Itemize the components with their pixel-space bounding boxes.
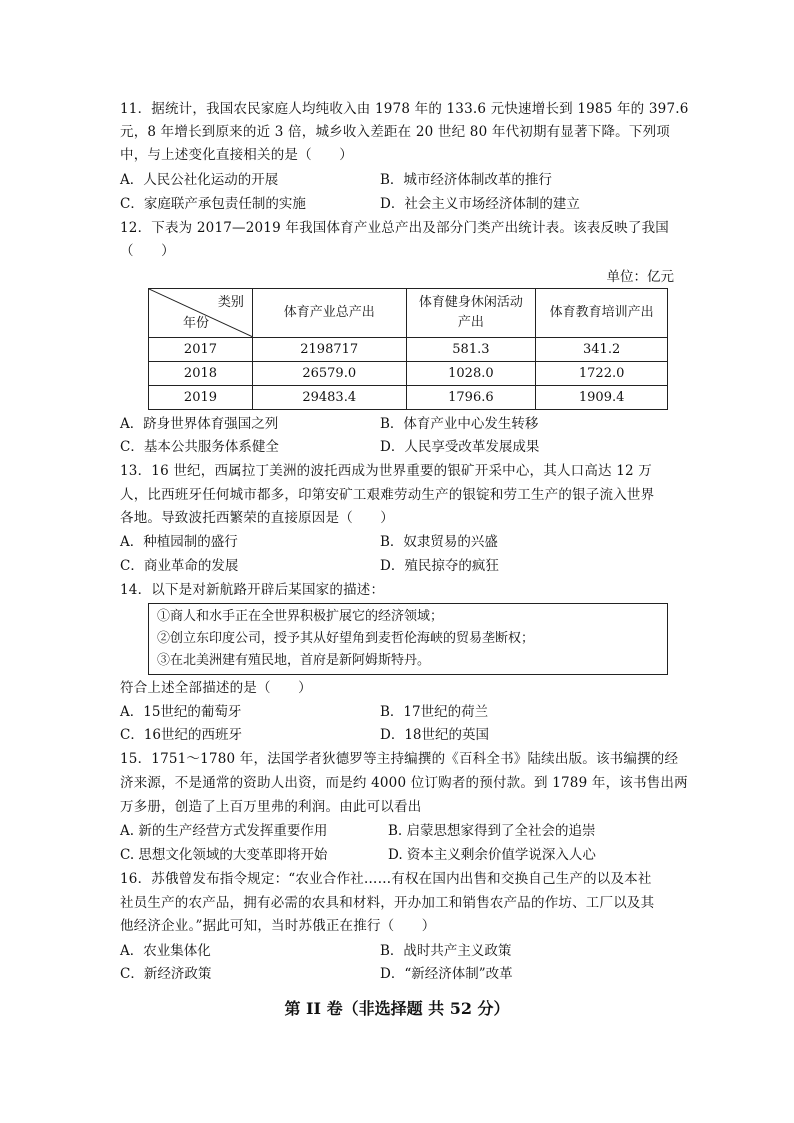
q15-stem-line-3: 万多册，创造了上百万里弗的利润。由此可以看出 (120, 799, 422, 815)
q14-option-c[interactable]: C．16世纪的西班牙 (120, 727, 243, 743)
q11-stem-line-2: 元，8 年增长到原来的近 3 倍，城乡收入差距在 20 世纪 80 年代初期有显著下降。下列项 (120, 124, 670, 140)
q15-option-c[interactable]: C. 思想文化领域的大变革即将开始 (120, 847, 328, 863)
q14-option-b[interactable]: B．17世纪的荷兰 (380, 704, 489, 720)
cell-total: 29483.4 (252, 386, 406, 410)
q13-option-d[interactable]: D．殖民掠夺的疯狂 (380, 558, 499, 574)
q14-option-a[interactable]: A．15世纪的葡萄牙 (120, 704, 242, 720)
q14-description-box (148, 603, 668, 675)
q14-box-item-1: ①商人和水手正在全世界积极扩展它的经济领域； (157, 609, 444, 624)
cell-year: 2017 (149, 338, 253, 362)
section-title: 第 II 卷（非选择题 共 52 分） (284, 999, 510, 1018)
q11-option-b[interactable]: B．城市经济体制改革的推行 (380, 172, 552, 188)
corner-category-label: 类别 (217, 295, 244, 310)
q12-option-b[interactable]: B．体育产业中心发生转移 (380, 416, 539, 432)
q12-option-a[interactable]: A．跻身世界体育强国之列 (120, 416, 279, 432)
cell-education: 1722.0 (536, 362, 668, 386)
cell-year: 2019 (149, 386, 253, 410)
table-row (149, 362, 668, 386)
q14-box-item-3: ③在北美洲建有殖民地，首府是新阿姆斯特丹。 (157, 653, 431, 668)
q14-option-d[interactable]: D．18世纪的英国 (380, 727, 490, 743)
q13-stem-line-3: 各地。导致波托西繁荣的直接原因是（ ） (120, 510, 394, 526)
table-row (149, 338, 668, 362)
q14-question: 符合上述全部描述的是（ ） (120, 680, 312, 696)
q12-option-c[interactable]: C．基本公共服务体系健全 (120, 439, 279, 455)
q16-option-a[interactable]: A．农业集体化 (120, 943, 211, 959)
cell-fitness: 1028.0 (406, 362, 536, 386)
cell-year: 2018 (149, 362, 253, 386)
cell-fitness: 1796.6 (406, 386, 536, 410)
q16-option-d[interactable]: D．“新经济体制”改革 (380, 966, 513, 982)
q13-option-c[interactable]: C．商业革命的发展 (120, 558, 239, 574)
q11-stem-line-3: 中，与上述变化直接相关的是（ ） (120, 147, 353, 163)
q11-option-c[interactable]: C．家庭联产承包责任制的实施 (120, 196, 306, 212)
table-header-row (149, 289, 668, 338)
header-fitness-output (406, 289, 536, 338)
q11-option-d[interactable]: D．社会主义市场经济体制的建立 (380, 196, 580, 212)
header-fitness-output-text-2: 产出 (457, 315, 484, 330)
cell-fitness: 581.3 (406, 338, 536, 362)
q11-option-a[interactable]: A．人民公社化运动的开展 (120, 172, 279, 188)
q15-stem-line-1: 15．1751～1780 年，法国学者狄德罗等主持编撰的《百科全书》陆续出版。该书编撰的经 (120, 751, 679, 767)
header-education-output-text: 体育教育培训产出 (549, 305, 654, 320)
q16-option-b[interactable]: B．战时共产主义政策 (380, 943, 512, 959)
q13-option-a[interactable]: A．种植园制的盛行 (120, 534, 238, 550)
cell-total: 26579.0 (252, 362, 406, 386)
q15-option-b[interactable]: B. 启蒙思想家得到了全社会的追崇 (388, 823, 596, 839)
table-unit-label: 单位：亿元 (606, 269, 674, 285)
cell-education: 1909.4 (536, 386, 668, 410)
q14-stem-line-1: 14．以下是对新航路开辟后某国家的描述： (120, 582, 385, 598)
header-total-output (252, 289, 406, 338)
cell-education: 341.2 (536, 338, 668, 362)
table-row (149, 386, 668, 410)
header-education-output (536, 289, 668, 338)
q11-stem-line-1: 11．据统计，我国农民家庭人均纯收入由 1978 年的 133.6 元快速增长到 1985 年的 397.6 (120, 101, 689, 117)
table-corner-cell (149, 289, 253, 338)
header-total-output-text: 体育产业总产出 (283, 305, 375, 320)
cell-total: 2198717 (252, 338, 406, 362)
q15-stem-line-2: 济来源，不是通常的资助人出资，而是约 4000 位订购者的预付款。到 1789 年，该书售出两 (120, 775, 688, 791)
q14-box-item-2: ②创立东印度公司，授予其从好望角到麦哲伦海峡的贸易垄断权； (157, 631, 535, 646)
corner-year-label: 年份 (183, 316, 210, 331)
q13-stem-line-2: 人，比西班牙任何城市都多，印第安矿工艰难劳动生产的银锭和劳工生产的银子流入世界 (120, 487, 655, 503)
q12-stem-line-2: （ ） (120, 243, 175, 259)
q12-option-d[interactable]: D．人民享受改革发展成果 (380, 439, 540, 455)
q15-option-a[interactable]: A. 新的生产经营方式发挥重要作用 (120, 823, 328, 839)
sports-output-table (148, 288, 668, 410)
q15-option-d[interactable]: D. 资本主义剩余价值学说深入人心 (388, 847, 596, 863)
q16-stem-line-1: 16．苏俄曾发布指令规定：“农业合作社……有权在国内出售和交换自己生产的以及本社 (120, 871, 652, 887)
q12-stem-line-1: 12．下表为 2017—2019 年我国体育产业总产出及部分门类产出统计表。该表反映了我国 (120, 220, 669, 236)
q13-option-b[interactable]: B．奴隶贸易的兴盛 (380, 534, 498, 550)
q16-option-c[interactable]: C．新经济政策 (120, 966, 212, 982)
q13-stem-line-1: 13．16 世纪，西属拉丁美洲的波托西成为世界重要的银矿开采中心，其人口高达 12 万 (120, 463, 653, 479)
q16-stem-line-3: 他经济企业。”据此可知，当时苏俄正在推行（ ） (120, 918, 436, 934)
header-fitness-output-text-1: 体育健身休闲活动 (418, 295, 523, 310)
q16-stem-line-2: 社员生产的农产品，拥有必需的农具和材料，开办加工和销售农产品的作坊、工厂以及其 (120, 895, 655, 911)
